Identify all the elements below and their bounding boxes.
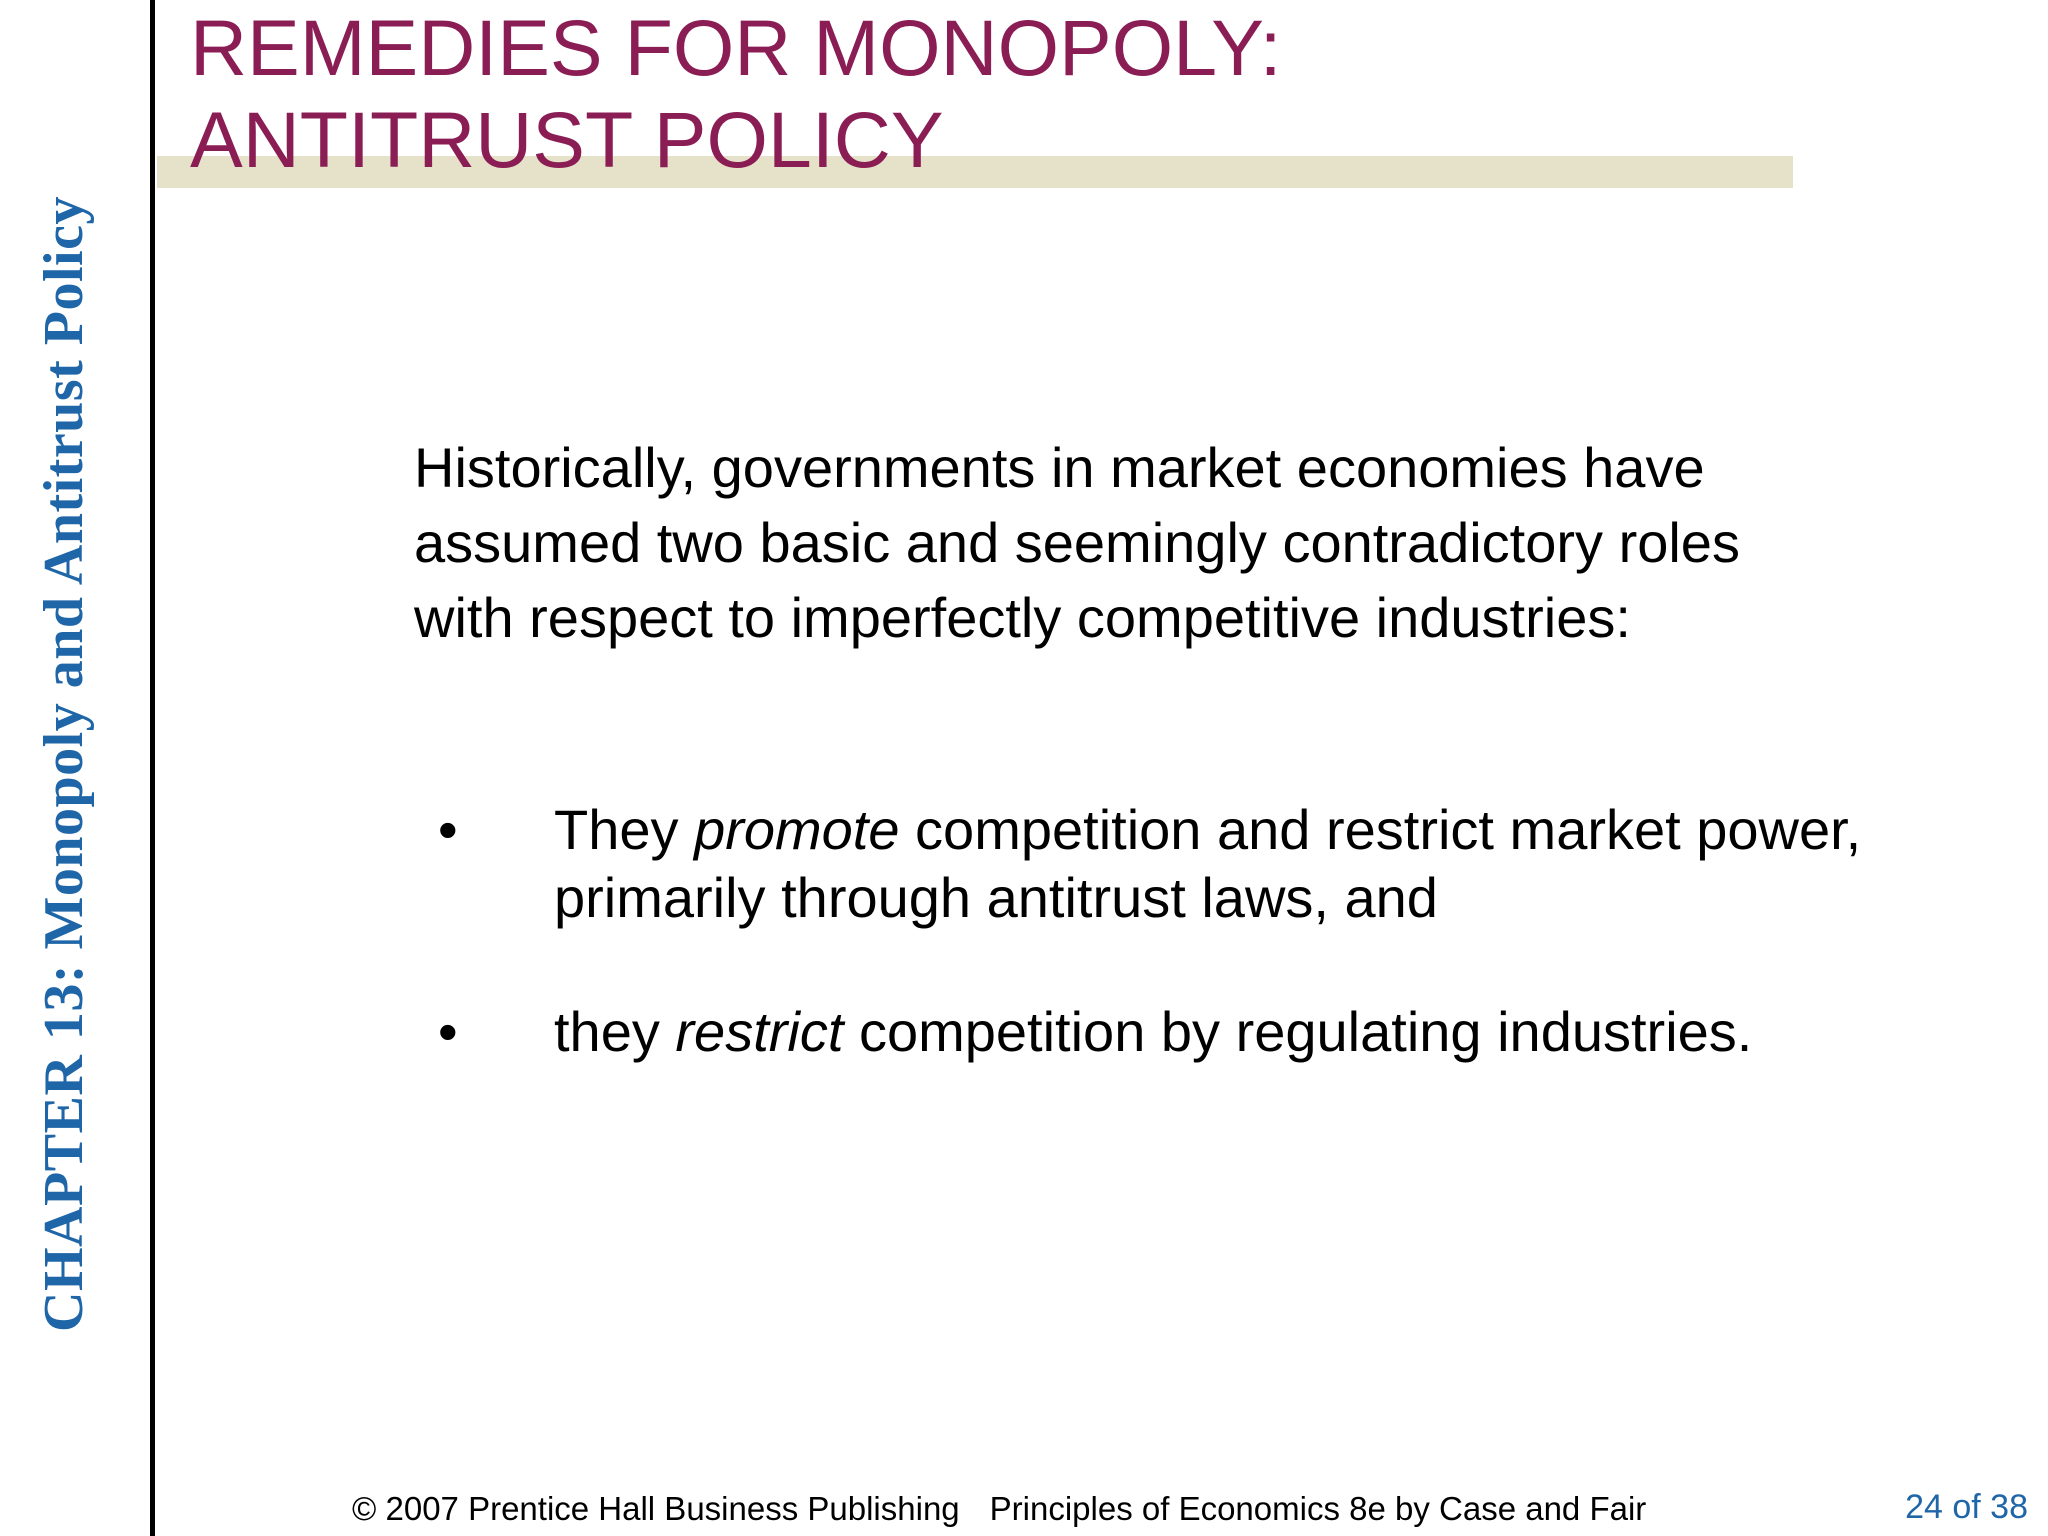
slide-title [190, 2, 1282, 186]
footer [352, 1490, 1646, 1528]
bullet-text-before: They [554, 798, 695, 861]
bullet-text-after: competition by regulating industries. [843, 1000, 1753, 1063]
bullet-item [430, 998, 2034, 1066]
footer-copyright: © 2007 Prentice Hall Business Publishing [352, 1490, 960, 1527]
bullet-marker: • [438, 798, 458, 861]
slide-title-line-2: ANTITRUST POLICY [190, 95, 944, 184]
chapter-sidebar [0, 0, 130, 1536]
chapter-label: CHAPTER 13: Monopoly and Antitrust Policy [33, 196, 95, 1332]
bullet-list [430, 796, 2034, 1132]
footer-book-title: Principles of Economics 8e by Case and Fair [989, 1490, 1647, 1527]
sidebar-divider [150, 0, 155, 1536]
intro-paragraph: Historically, governments in market economies have assumed two basic and seemingly contradictory roles with respect to imperfectly competitive industries: [414, 436, 1740, 649]
bullet-item [430, 796, 2034, 932]
slide-title-line-1: REMEDIES FOR MONOPOLY: [190, 3, 1282, 92]
bullet-text-after: competition and restrict market power, primarily through antitrust laws, and [554, 798, 1862, 929]
bullet-emphasis: restrict [675, 1000, 844, 1063]
bullet-marker: • [438, 1000, 458, 1063]
page-number: 24 of 38 [1905, 1488, 2028, 1526]
bullet-emphasis: promote [694, 798, 900, 861]
bullet-text-before: they [554, 1000, 676, 1063]
